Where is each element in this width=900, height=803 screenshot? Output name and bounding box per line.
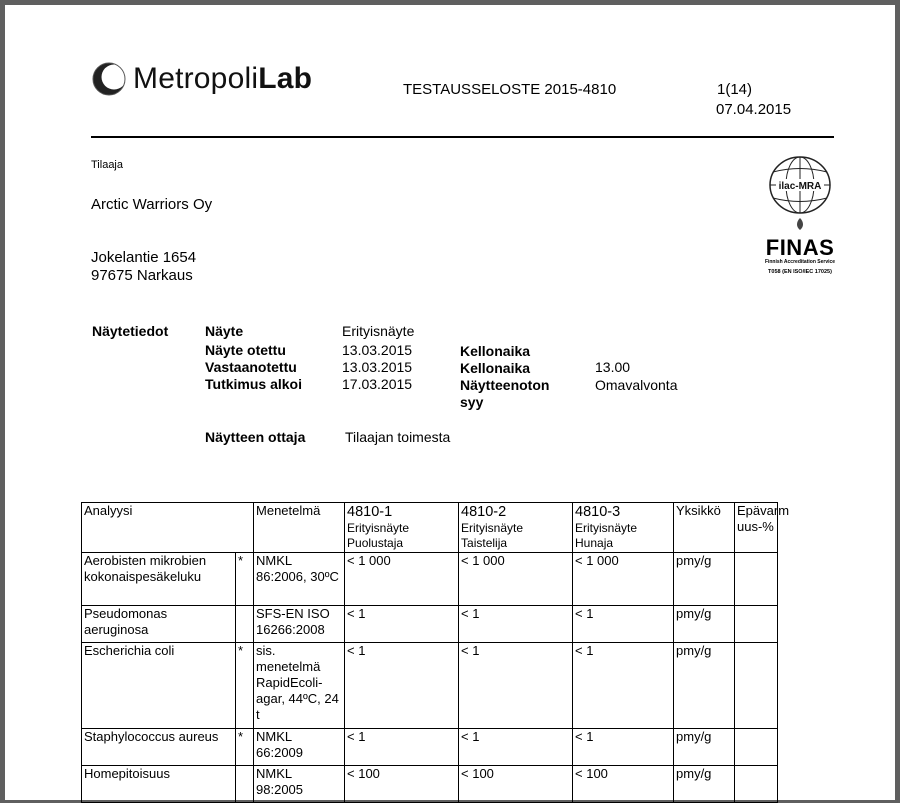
value-cell: < 1 000 xyxy=(345,553,459,606)
unit-cell: pmy/g xyxy=(674,766,735,803)
table-row xyxy=(82,729,778,766)
sampling-reason-value: Omavalvonta xyxy=(595,377,678,393)
value-cell: < 1 xyxy=(573,729,674,766)
value-cell: < 100 xyxy=(459,766,573,803)
sample-3-name: Hunaja xyxy=(575,536,614,550)
method-cell: NMKL 98:2005 xyxy=(254,766,345,803)
table-row xyxy=(82,643,778,729)
customer-label: Tilaaja xyxy=(91,159,123,171)
value-cell: < 1 000 xyxy=(459,553,573,606)
logo-text-regular: Metropoli xyxy=(133,62,259,95)
table-row xyxy=(82,553,778,606)
header-analysis: Analyysi xyxy=(82,503,254,553)
document-title: TESTAUSSELOSTE 2015-4810 xyxy=(403,81,617,98)
unit-cell: pmy/g xyxy=(674,553,735,606)
method-cell: NMKL 66:2009 xyxy=(254,729,345,766)
unit-cell: pmy/g xyxy=(674,606,735,643)
header-divider xyxy=(91,136,834,138)
value-cell: < 1 xyxy=(345,643,459,729)
method-cell: NMKL 86:2006, 30ºC xyxy=(254,553,345,606)
method-cell: sis. menetelmä RapidEcoli-agar, 44ºC, 24 t xyxy=(254,643,345,729)
accredited-star xyxy=(236,766,254,803)
sample-info-label: Näytetiedot xyxy=(92,323,169,339)
value-cell: < 1 xyxy=(459,606,573,643)
customer-address-line2: 97675 Narkaus xyxy=(91,267,193,284)
report-page xyxy=(5,5,895,800)
document-date: 07.04.2015 xyxy=(716,101,792,118)
sample-3-id: 4810-3 xyxy=(575,504,621,520)
header-unit: Yksikkö xyxy=(674,503,735,553)
sample-2-id: 4810-2 xyxy=(461,504,507,520)
table-row xyxy=(82,606,778,643)
study-started-label: Tutkimus alkoi xyxy=(205,376,302,392)
sampling-reason-label-2: syy xyxy=(460,394,484,410)
sample-label: Näyte xyxy=(205,323,244,339)
accredited-star: * xyxy=(236,729,254,766)
uncertainty-cell xyxy=(735,643,778,729)
sample-taken-value: 13.03.2015 xyxy=(342,342,413,358)
finas-text: FINAS xyxy=(765,235,835,260)
finas-code: T058 (EN ISO/IEC 17025) xyxy=(768,269,832,275)
results-table xyxy=(81,502,790,803)
value-cell: < 1 xyxy=(459,729,573,766)
header-sample-3 xyxy=(573,503,674,553)
uncertainty-cell xyxy=(735,606,778,643)
accredited-star: * xyxy=(236,643,254,729)
logo-text-bold: Lab xyxy=(258,62,313,95)
sample-1-name: Puolustaja xyxy=(347,536,404,550)
unit-cell: pmy/g xyxy=(674,643,735,729)
finas-subtitle: Finnish Accreditation Service xyxy=(764,259,836,265)
unit-cell: pmy/g xyxy=(674,729,735,766)
analysis-cell: Staphylococcus aureus xyxy=(82,729,236,766)
sample-1-type: Erityisnäyte xyxy=(347,521,410,535)
header-sample-1 xyxy=(345,503,459,553)
logo-mark-icon xyxy=(91,61,127,97)
sampling-reason-label-1: Näytteenoton xyxy=(460,377,550,393)
uncertainty-cell xyxy=(735,766,778,803)
customer-name: Arctic Warriors Oy xyxy=(91,196,213,213)
received-value: 13.03.2015 xyxy=(342,359,413,375)
value-cell: < 1 xyxy=(345,606,459,643)
method-cell: SFS-EN ISO 16266:2008 xyxy=(254,606,345,643)
ilac-mra-logo xyxy=(767,155,833,220)
uncertainty-cell xyxy=(735,729,778,766)
analysis-cell: Homepitoisuus xyxy=(82,766,236,803)
received-label: Vastaanotettu xyxy=(205,359,297,375)
study-started-value: 17.03.2015 xyxy=(342,376,413,392)
finas-flame-icon xyxy=(793,218,807,230)
sample-1-id: 4810-1 xyxy=(347,504,393,520)
sample-2-name: Taistelija xyxy=(461,536,508,550)
sample-taker-value: Tilaajan toimesta xyxy=(345,429,451,445)
value-cell: < 1 xyxy=(573,643,674,729)
sample-taken-label: Näyte otettu xyxy=(205,342,286,358)
sample-value: Erityisnäyte xyxy=(342,323,415,339)
analysis-cell: Pseudomonas aeruginosa xyxy=(82,606,236,643)
accredited-star: * xyxy=(236,553,254,606)
metropolilab-logo xyxy=(91,61,312,97)
customer-address-line1: Jokelantie 1654 xyxy=(91,249,197,266)
time-value-2: 13.00 xyxy=(595,359,631,375)
accredited-star xyxy=(236,606,254,643)
uncertainty-cell xyxy=(735,553,778,606)
value-cell: < 1 xyxy=(345,729,459,766)
table-row xyxy=(82,766,778,803)
finas-logo xyxy=(757,217,843,276)
header-uncertainty: Epävarm uus-% xyxy=(735,503,778,553)
analysis-cell: Aerobisten mikrobien kokonaispesäkeluku xyxy=(82,553,236,606)
value-cell: < 1 xyxy=(573,606,674,643)
sample-3-type: Erityisnäyte xyxy=(575,521,638,535)
value-cell: < 1 000 xyxy=(573,553,674,606)
page-number: 1(14) xyxy=(717,81,753,98)
value-cell: < 100 xyxy=(573,766,674,803)
time-label-1: Kellonaika xyxy=(460,343,531,359)
table-header-row xyxy=(82,503,778,553)
ilac-text: ilac-MRA xyxy=(778,181,822,192)
value-cell: < 100 xyxy=(345,766,459,803)
sample-2-type: Erityisnäyte xyxy=(461,521,524,535)
header-method: Menetelmä xyxy=(254,503,345,553)
ilac-globe-icon xyxy=(767,155,833,215)
analysis-cell: Escherichia coli xyxy=(82,643,236,729)
header-sample-2 xyxy=(459,503,573,553)
sample-taker-label: Näytteen ottaja xyxy=(205,429,306,445)
value-cell: < 1 xyxy=(459,643,573,729)
time-label-2: Kellonaika xyxy=(460,360,531,376)
